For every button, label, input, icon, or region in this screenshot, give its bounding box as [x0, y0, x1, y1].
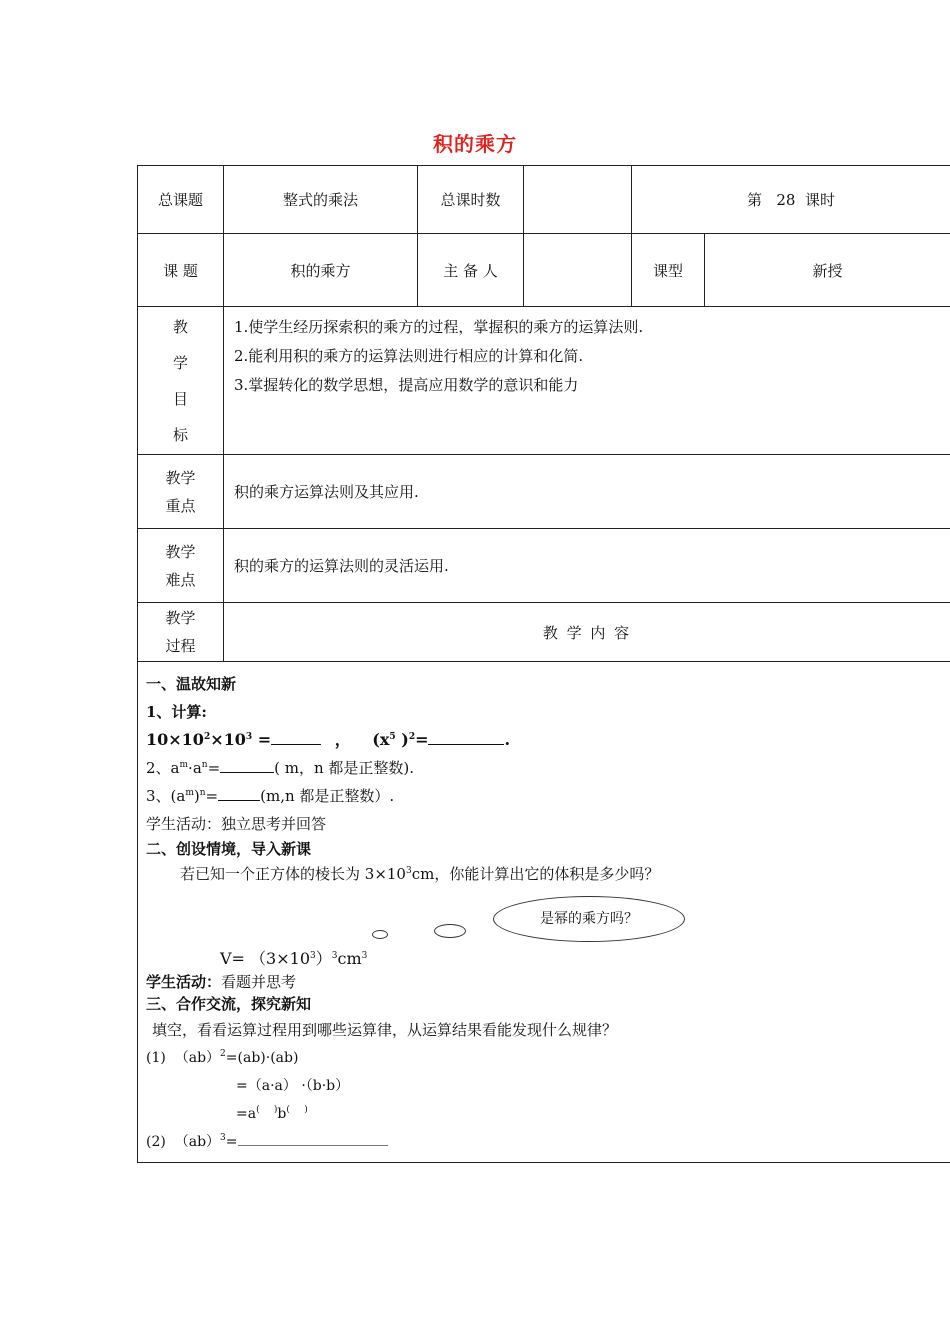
section-2-title: 二、创设情境，导入新课: [146, 840, 312, 858]
difficulty-text: 积的乘方的运算法则的灵活运用.: [224, 529, 950, 603]
thought-bubble-small: [372, 930, 388, 939]
section-2-activity: 学生活动：看题并思考: [146, 973, 297, 991]
answer-blank: [238, 1131, 388, 1146]
section-1-expr: $10\times 10^2\times 10^3$ = ， ($x^5$ )$^2$= .: [146, 730, 511, 749]
section-1-title: 一、温故知新: [146, 675, 237, 693]
goal-item: 3.掌握转化的数学思想，提高应用数学的意识和能力: [234, 376, 579, 394]
header-row-2: [138, 234, 950, 307]
process-label: 教学 过程: [138, 603, 224, 662]
thought-cloud: [493, 896, 685, 942]
key-point-label: 教学 重点: [138, 455, 224, 529]
process-row: [138, 603, 950, 662]
difficulty-row: [138, 529, 950, 603]
thought-bubble-medium: [434, 924, 466, 938]
section-2-question: 若已知一个正方体的棱长为 $3\times 10^3cm$，你能计算出它的体积是多少吗？: [180, 865, 660, 883]
topic-value: 整式的乘法: [224, 166, 418, 234]
answer-blank: [271, 730, 321, 745]
lesson-plan-table: [137, 165, 950, 1163]
total-hours-label: 总课时数: [418, 166, 524, 234]
lesson-label: 课 题: [138, 234, 224, 307]
lesson-type-value: 新授: [705, 234, 950, 307]
lesson-type-label: 课型: [632, 234, 705, 307]
answer-blank: [220, 758, 274, 773]
difficulty-label: 教学 难点: [138, 529, 224, 603]
section-1-activity: 学生活动：独立思考并回答: [146, 815, 327, 833]
header-row-1: [138, 166, 950, 234]
key-point-text: 积的乘方运算法则及其应用.: [224, 455, 950, 529]
thought-cloud-area: [146, 888, 944, 946]
page-title: 积的乘方: [433, 132, 517, 156]
preparer-label: 主 备 人: [418, 234, 524, 307]
goal-item: 2.能利用积的乘方的运算法则进行相应的计算和化简.: [234, 347, 584, 365]
goals-row: [138, 307, 950, 455]
key-point-row: [138, 455, 950, 529]
preparer-value: [524, 234, 632, 307]
answer-blank: [218, 786, 260, 801]
section-1-q2: 2、$a^m\cdot a^n=$ ( m，n 都是正整数).: [146, 759, 415, 777]
answer-blank: [428, 730, 504, 745]
goals-list: [224, 307, 950, 455]
process-header: 教 学 内 容: [224, 603, 950, 662]
example-2-line-1: (2) （ab）$^3$=: [146, 1128, 944, 1156]
section-1-q1: 1、计算:: [146, 703, 207, 721]
example-1-line-3: =a( )b( ): [236, 1105, 308, 1122]
section-1-q3: 3、$(a^m)^n= (m,n$ 都是正整数）.: [146, 787, 395, 805]
example-1-line-2: =（a·a） ·（b·b）: [236, 1078, 350, 1094]
goal-item: 1.使学生经历探索积的乘方的过程，掌握积的乘方的运算法则.: [234, 318, 644, 336]
thought-cloud-text: 是幂的乘方吗？: [540, 911, 638, 927]
example-1-line-1: (1) （ab）$^2$=(ab)·(ab): [146, 1049, 299, 1066]
lesson-content: [138, 662, 950, 1163]
lesson-number: 第 28 课时: [632, 166, 950, 234]
section-3-title: 三、合作交流，探究新知: [146, 995, 312, 1013]
volume-formula: $V= (3\times 10^3)^3cm^3$: [220, 949, 368, 968]
content-row: [138, 662, 950, 1163]
topic-label: 总课题: [138, 166, 224, 234]
goals-label: 教 学 目 标: [138, 307, 224, 455]
total-hours-value: [524, 166, 632, 234]
lesson-value: 积的乘方: [224, 234, 418, 307]
section-3-intro: 填空，看看运算过程用到哪些运算律，从运算结果看能发现什么规律？: [152, 1021, 618, 1039]
